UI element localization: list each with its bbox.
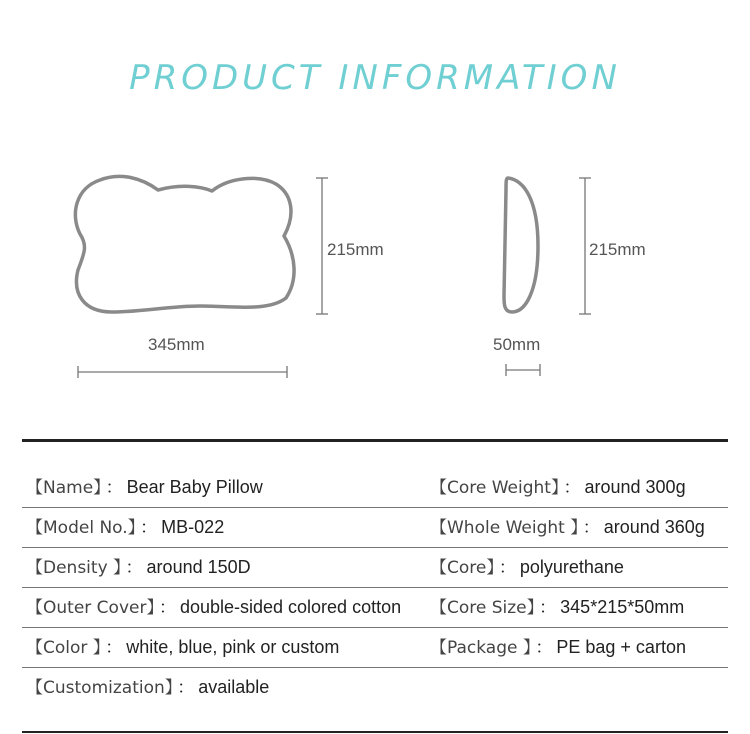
front-height-label: 215mm xyxy=(327,240,384,259)
spec-row xyxy=(22,628,728,668)
spec-density: 【Density 】 ： around 150D xyxy=(26,557,251,578)
spec-whole-weight: 【Whole Weight 】 ： around 360g xyxy=(430,517,705,538)
spec-core: 【Core】 ： polyurethane xyxy=(430,557,624,578)
spec-model-no: 【Model No.】 ： MB-022 xyxy=(26,517,225,538)
spec-row xyxy=(22,548,728,588)
front-width-dimension xyxy=(78,366,287,378)
spec-outer-cover: 【Outer Cover】 ： double-sided colored cotton xyxy=(26,597,402,618)
pillow-front-outline xyxy=(75,176,294,312)
front-width-label: 345mm xyxy=(148,335,205,354)
spec-row xyxy=(22,508,728,548)
side-height-label: 215mm xyxy=(589,240,646,259)
spec-customization: 【Customization】 ： available xyxy=(26,677,270,698)
spec-row xyxy=(22,588,728,628)
table-top-rule xyxy=(22,439,728,442)
pillow-side-outline xyxy=(504,178,538,312)
spec-core-weight: 【Core Weight】 ： around 300g xyxy=(430,477,686,498)
side-width-label: 50mm xyxy=(493,335,541,354)
spec-row xyxy=(22,468,728,508)
side-width-dimension xyxy=(506,364,540,376)
spec-name: 【Name】 ： Bear Baby Pillow xyxy=(26,477,263,498)
table-bottom-rule xyxy=(22,731,728,733)
spec-package: 【Package 】 ： PE bag + carton xyxy=(430,637,686,658)
spec-color: 【Color 】 ： white, blue, pink or custom xyxy=(26,637,340,658)
spec-row xyxy=(22,668,728,708)
spec-core-size: 【Core Size】 ： 345*215*50mm xyxy=(430,597,685,618)
page-title: PRODUCT INFORMATION xyxy=(129,58,621,98)
